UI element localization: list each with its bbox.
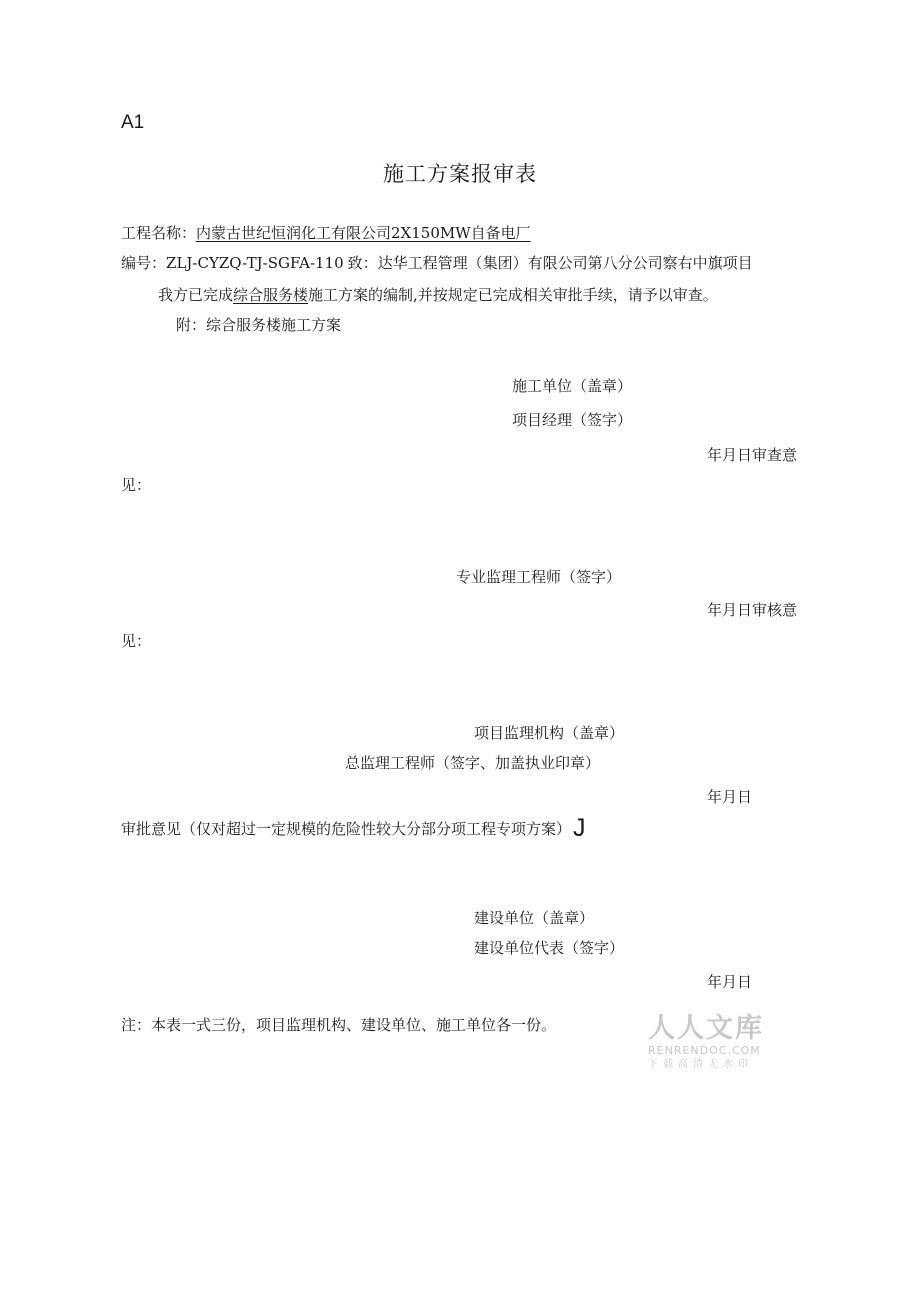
agency-seal: 项目监理机构（盖章） (474, 724, 625, 742)
project-manager-sign: 项目经理（签字） (512, 411, 633, 429)
approval-mark: J (573, 814, 586, 842)
project-name-label: 工程名称： (121, 224, 197, 242)
statement-suffix: 施工方案的编制,并按规定已完成相关审批手续，请予以审查。 (308, 286, 718, 304)
owner-rep-sign: 建设单位代表（签字） (474, 939, 625, 957)
number-value: ZLJ-CYZQ-TJ-SGFA-110 (166, 254, 344, 272)
agency-date: 年月日 (707, 788, 753, 806)
watermark (648, 1014, 772, 1072)
watermark-domain: RENRENDOC.COM (648, 1044, 761, 1057)
project-name-value: 内蒙古世纪恒润化工有限公司2X150MW自备电厂 (196, 224, 531, 242)
project-name-row (121, 222, 531, 243)
addressee: 致：达华工程管理（集团）有限公司第八分公司察右中旗项目 (347, 254, 753, 272)
page-title: 施工方案报审表 (383, 162, 537, 186)
footnote: 注：本表一式三份，项目监理机构、建设单位、施工单位各一份。 (121, 1016, 557, 1034)
watermark-slogan: 下载高清无水印 (648, 1059, 753, 1070)
statement-subject: 综合服务楼 (233, 286, 309, 304)
approval-opinion-row (121, 814, 586, 843)
watermark-brand: 人人文库 (648, 1013, 764, 1044)
approval-opinion-label: 审批意见（仅对超过一定规模的危险性较大分部分项工程专项方案） (121, 820, 572, 838)
review-opinion-label: 见： (121, 476, 152, 494)
date-audit-label: 年月日审核意 (707, 601, 798, 619)
supervisor-engineer-sign: 专业监理工程师（签字） (456, 568, 622, 586)
owner-seal: 建设单位（盖章） (474, 909, 595, 927)
date-review-label: 年月日审查意 (707, 446, 798, 464)
owner-date: 年月日 (707, 973, 753, 991)
attachment: 附：综合服务楼施工方案 (176, 316, 342, 334)
number-label: 编号： (121, 254, 167, 272)
number-row (121, 252, 753, 273)
contractor-seal: 施工单位（盖章） (512, 377, 633, 395)
statement-prefix: 我方已完成 (158, 286, 234, 304)
form-code: A1 (121, 112, 145, 133)
audit-opinion-label: 见： (121, 632, 152, 650)
chief-engineer-sign: 总监理工程师（签字、加盖执业印章） (345, 754, 601, 772)
statement (158, 284, 718, 305)
